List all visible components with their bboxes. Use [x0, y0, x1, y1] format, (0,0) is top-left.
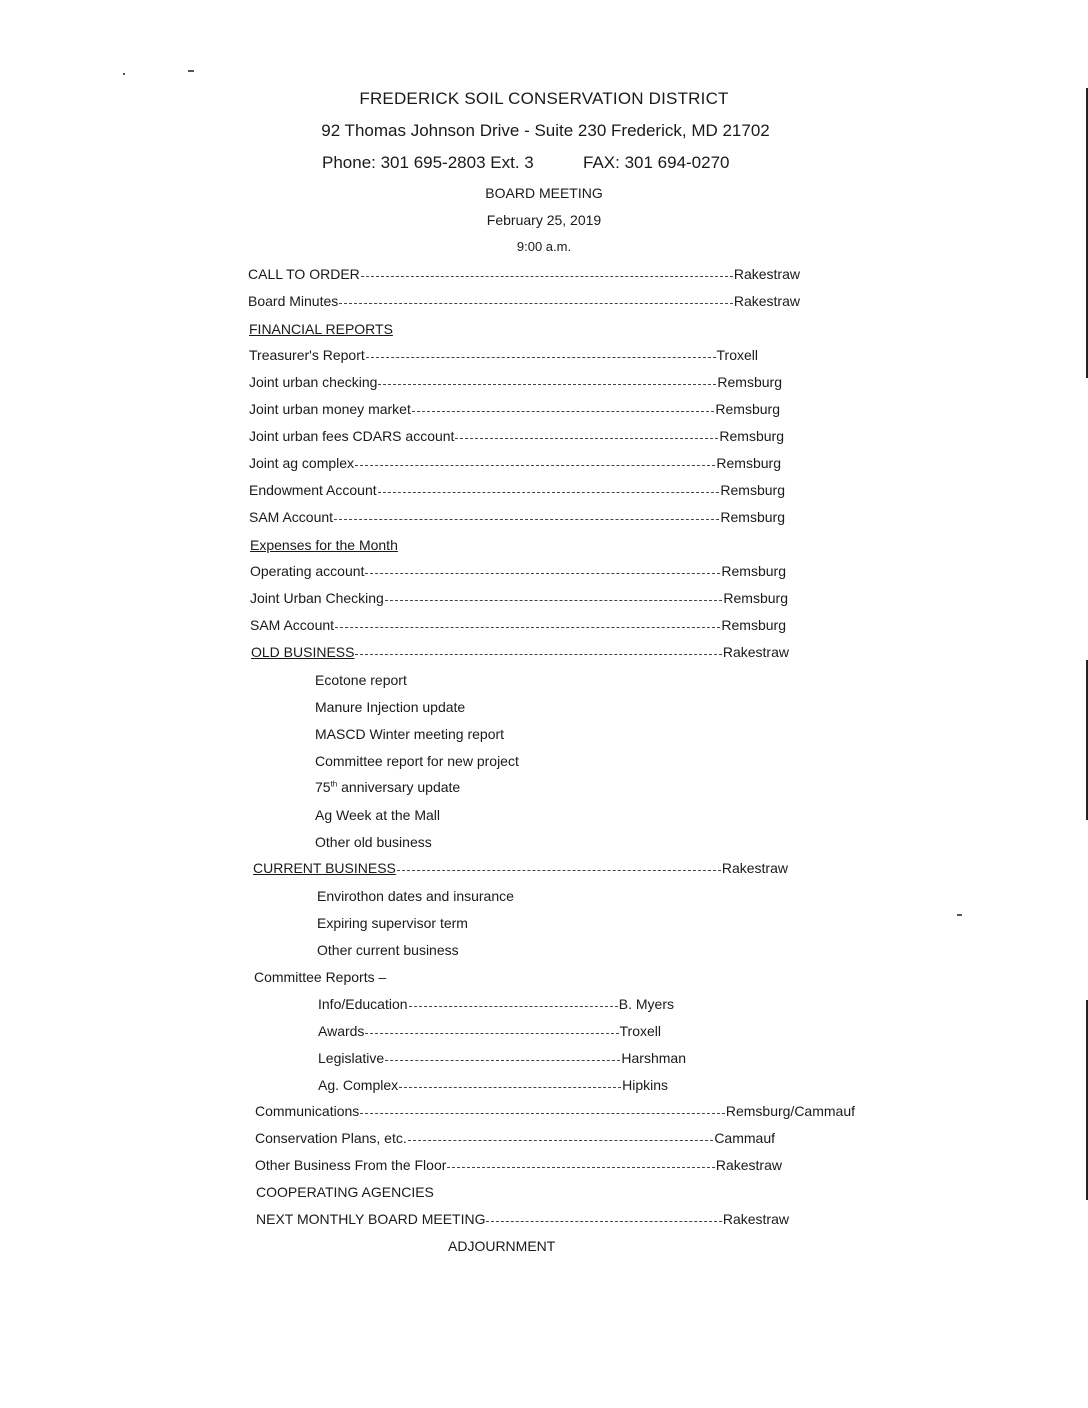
- meeting-time: 9:00 a.m.: [516, 239, 572, 254]
- committee-item: Info/Education B. Myers: [318, 996, 674, 1012]
- phone-number: Phone: 301 695-2803 Ext. 3: [322, 153, 534, 172]
- scan-speck: [188, 70, 194, 72]
- meeting-title: BOARD MEETING: [485, 185, 603, 201]
- old-item: Committee report for new project: [315, 753, 519, 769]
- agenda-conservation-plans: Conservation Plans, etc. Cammauf: [255, 1130, 775, 1146]
- old-item: Ecotone report: [315, 672, 407, 688]
- current-item: Other current business: [317, 942, 459, 958]
- org-title: FREDERICK SOIL CONSERVATION DISTRICT: [359, 89, 729, 108]
- agenda-old-business: OLD BUSINESS Rakestraw: [251, 644, 789, 660]
- org-address: 92 Thomas Johnson Drive - Suite 230 Frederick, MD 21702: [321, 121, 770, 140]
- old-item: Other old business: [315, 834, 432, 850]
- agenda-financial-item: Joint urban fees CDARS account Remsburg: [249, 428, 784, 444]
- agenda-expense-item: Operating account Remsburg: [250, 563, 786, 579]
- agenda-expense-item: SAM Account Remsburg: [250, 617, 786, 633]
- current-item: Envirothon dates and insurance: [317, 888, 514, 904]
- agenda-board-minutes: Board Minutes Rakestraw: [248, 293, 800, 309]
- agenda-current-business: CURRENT BUSINESS Rakestraw: [253, 860, 788, 876]
- scan-speck: [123, 73, 125, 75]
- old-item: MASCD Winter meeting report: [315, 726, 505, 742]
- old-item: Manure Injection update: [315, 699, 466, 715]
- agenda-call-to-order: CALL TO ORDER Rakestraw: [248, 266, 800, 282]
- old-item-anniversary: 75th anniversary update: [315, 779, 461, 795]
- committee-reports-heading: Committee Reports –: [254, 969, 387, 985]
- agenda-other-business: Other Business From the Floor Rakestraw: [255, 1157, 782, 1173]
- committee-item: Awards Troxell: [318, 1023, 661, 1039]
- scan-speck: [957, 914, 962, 916]
- adjournment: ADJOURNMENT: [448, 1238, 556, 1254]
- agenda-financial-item: Joint urban checking Remsburg: [249, 374, 782, 390]
- meeting-date: February 25, 2019: [486, 212, 602, 228]
- current-item: Expiring supervisor term: [317, 915, 468, 931]
- agenda-financial-item: Joint ag complex Remsburg: [249, 455, 781, 471]
- old-item: Ag Week at the Mall: [315, 807, 441, 823]
- agenda-financial-item: Endowment Account Remsburg: [249, 482, 785, 498]
- agenda-expense-item: Joint Urban Checking Remsburg: [250, 590, 788, 606]
- expenses-heading: Expenses for the Month: [250, 537, 398, 553]
- agenda-financial-item: Joint urban money market Remsburg: [249, 401, 780, 417]
- agenda-financial-item: Treasurer's Report Troxell: [249, 347, 758, 363]
- financial-reports-heading: FINANCIAL REPORTS: [249, 321, 393, 337]
- agenda-communications: Communications Remsburg/Cammauf: [255, 1103, 855, 1119]
- agenda-next-meeting: NEXT MONTHLY BOARD MEETING Rakestraw: [256, 1211, 789, 1227]
- committee-item: Ag. Complex Hipkins: [318, 1077, 668, 1093]
- committee-item: Legislative Harshman: [318, 1050, 686, 1066]
- agenda-financial-item: SAM Account Remsburg: [249, 509, 785, 525]
- fax-number: FAX: 301 694-0270: [583, 153, 730, 172]
- cooperating-agencies: COOPERATING AGENCIES: [256, 1184, 434, 1200]
